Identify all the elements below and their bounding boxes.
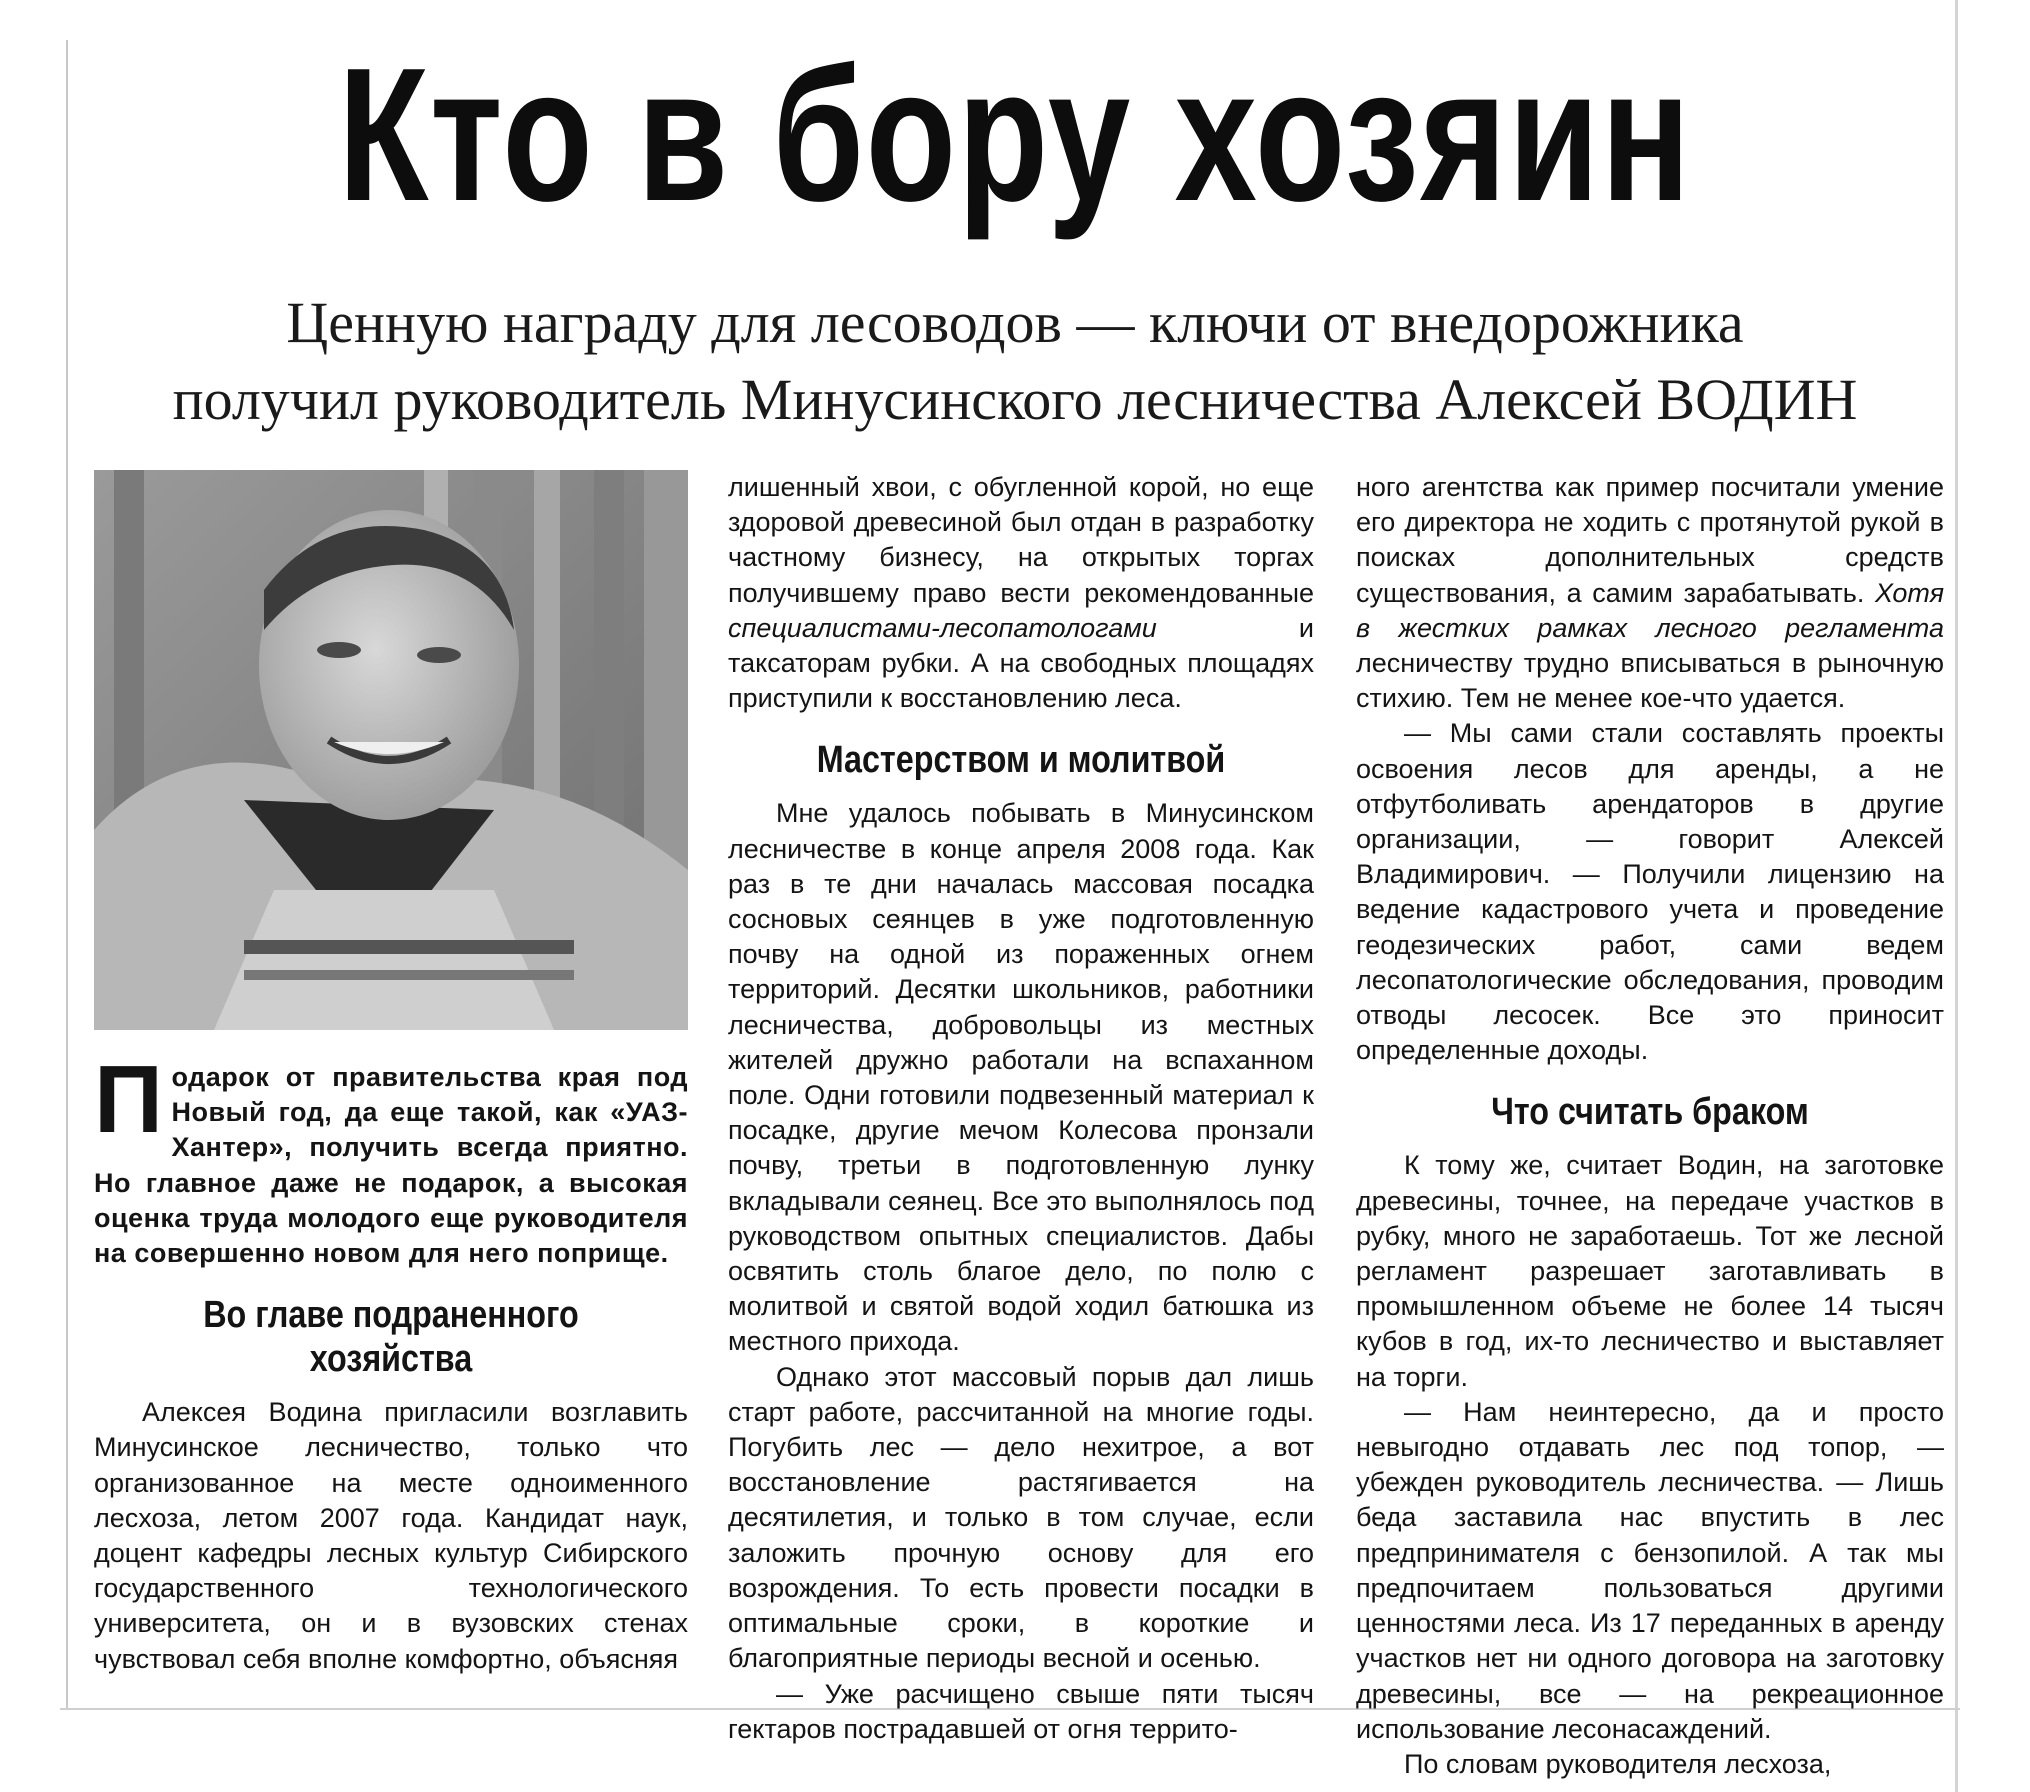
subtitle-line-2: получил руководитель Минусинского лесничества Алексей ВОДИН — [172, 367, 1858, 432]
lead-text: одарок от правительства края под Новый год, да еще такой, как «УАЗ-Хантер», получить всегда приятно. Но главное даже не подарок, а высокая оценка труда молодого еще руководителя на совершенно новом для него поприще. — [94, 1062, 688, 1269]
paragraph: Мне удалось побывать в Минусинском лесничестве в конце апреля 2008 года. Как раз в те дни началась массовая посадка сосновых сеянцев в уже подготовленную почву на одной из пораженных огнем территорий. Десятки школьников, работники лесничества, добровольцы из местных жителей дружно работали на вспаханном поле. Одни готовили подвезенный материал к посадке, другие мечом Колесова пронзали почву, третьи в подготовленную лунку вкладывали сеянец. Все это выполнялось под руководством опытных специалистов. Дабы освятить столь благое дело, по полю с молитвой и святой водой ходил батюшка из местного прихода. — [728, 798, 1314, 1357]
portrait-photo-drawing — [94, 470, 688, 1030]
paragraph — [1356, 470, 1944, 716]
dropcap: П — [94, 1046, 164, 1153]
paragraph: — Мы сами стали составлять проекты освоения лесов для аренды, а не отфутболивать арендаторов в другие организации, — говорит Алексей Владимирович. — Получили лицензию на ведение кадастрового учета и проведение геодезических работ, сами ведем лесопатологические обследования, проводим отводы лесосек. Все это приносит определенные доходы. — [1356, 718, 1944, 1066]
text-run: ного агентства как пример посчитали умение его директора не ходить с протянутой рукой в поисках дополнительных средств существования, а самим зарабатывать. — [1356, 472, 1944, 608]
paragraph: — Уже расчищено свыше пяти тысяч гектаров пострадавшей от огня террито- — [728, 1678, 1314, 1744]
paragraph: Однако этот массовый порыв дал лишь старт работе, рассчитанной на многие годы. Погубить лес — дело нехитрое, а вот восстановление растягивается на десятилетия, и только в том случае, если заложить прочную основу для его возрождения. То есть провести посадки в оптимальные сроки, в короткие и благоприятные периоды весной и осенью. — [728, 1361, 1314, 1674]
column-1 — [94, 1046, 688, 1677]
paragraph: По словам руководителя лесхоза, — [1404, 1748, 1832, 1779]
text-run: лесничеству трудно вписываться в рыночную стихию. Тем не менее кое-что удается. — [1356, 648, 1944, 714]
portrait-photo — [94, 470, 688, 1030]
paragraph: Алексея Водина пригласили возглавить Минусинское лесничество, только что организованное на месте одноименного лесхоза, летом 2007 года. Кандидат наук, доцент кафедры лесных культур Сибирского государственного технологического университета, он и в вузовских стенах чувствовал себя вполне комфортно, объясняя — [94, 1397, 688, 1674]
paragraph: — Нам неинтересно, да и просто невыгодно отдавать лес под топор, — убежден руководитель лесничества. — Лишь беда заставила нас впустить в лес предпринимателя с бензопилой. А так мы предпочитаем пользоваться другими ценностями леса. Из 17 переданных в аренду участков нет ни одного договора на заготовку древесины, все — на рекреационное использование лесонасаждений. — [1356, 1396, 1944, 1744]
headline: Кто в бору хозяин — [338, 29, 1692, 241]
column-2 — [728, 470, 1314, 1747]
page-edge-left — [66, 40, 68, 1708]
paragraph: К тому же, считает Водин, на заготовке древесины, точнее, на передаче участков в рубку, много не заработаешь. Тот же лесной регламент разрешает заготавливать в промышленном объеме не более 14 тысяч кубов в год, их-то лесничество и выставляет на торги. — [1356, 1150, 1944, 1392]
column-3 — [1356, 470, 1944, 1782]
section-heading-2: Мастерством и молитвой — [816, 739, 1226, 782]
section-heading-1: Во главе подраненного хозяйства — [203, 1294, 579, 1381]
italic-run: специалистами-лесопатологами — [728, 612, 1157, 643]
paragraph — [728, 470, 1314, 716]
section-heading-3: Что считать браком — [1491, 1091, 1809, 1134]
subtitle-line-1: Ценную награду для лесоводов — ключи от внедорожника — [286, 290, 1744, 355]
text-run: и таксаторам рубки. А на свободных площадях приступили к восстановлению леса. — [728, 612, 1314, 714]
italic-run: Хотя в жестких рамках лесного регламента — [1356, 577, 1944, 643]
lead-paragraph — [94, 1046, 688, 1271]
text-run: лишенный хвои, с обугленной корой, но еще здоровой древесиной был отдан в разработку частному бизнесу, на открытых торгах получившему право вести рекомендованные — [728, 472, 1314, 608]
page-edge-right — [1955, 0, 1958, 1792]
